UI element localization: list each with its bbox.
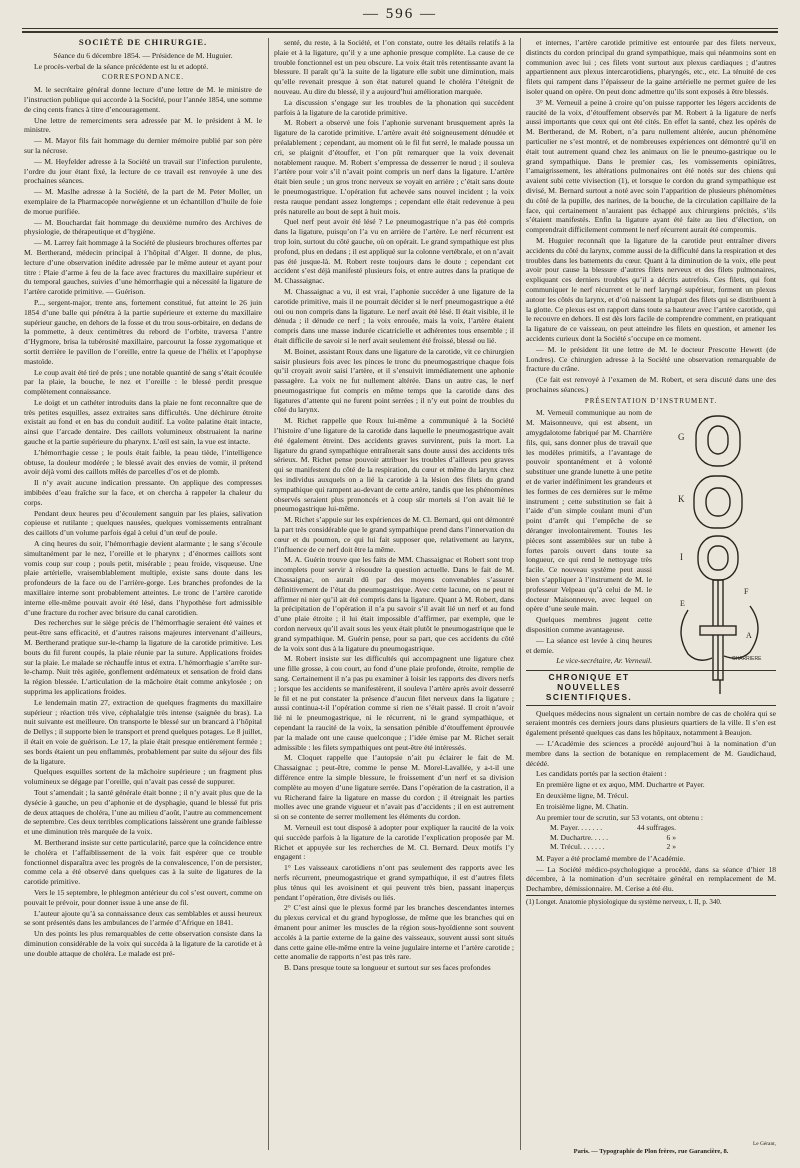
paragraph: — La Société médico-psychologique a procédé, dans sa séance d’hier 18 décembre, à la nomination d’un secrétaire général en remplacement de M. Dechambre, démissionnaire. M. Cerise a été élu. xyxy=(526,864,776,894)
column-1 xyxy=(24,38,262,1150)
imprint xyxy=(526,1140,776,1156)
label-e: E xyxy=(680,599,685,609)
signature: Le vice-secrétaire, Ar. Verneuil. xyxy=(556,656,652,666)
paragraph: L’hémorrhagie cesse ; le pouls était faible, la peau tiède, l’intelligence obtuse, la douleur modérée ; le blessé avait des envies de vomir, il prétend avoir déjà vomi des caillots mêlés de parcelles d’os et de plomb. xyxy=(24,447,262,477)
top-rule-thick xyxy=(22,31,778,33)
page-number: — 596 — xyxy=(363,6,437,22)
paragraph: Tout s’amendait ; la santé générale était bonne ; il n’y avait plus que de la dysécie à gauche, un peu d’aphonie et de dysphagie, quand le blessé fut pris de deux attaques de choléra, l’une au milieu d’août, l’autre au commencement de septembre. Ces deux terribles complications laissèrent une grande faiblesse et une diminution très marquée de la voix. xyxy=(24,787,262,837)
paragraph: Le doigt et un cathéter introduits dans la plaie ne font reconnaître que de très petites esquilles, assez extraites sans difficultés. Une déchirure étroite existait au fond et en bas du conduit auditif. La voûte palatine était intacte, ainsi que l’arcade dentaire. Des caillots volumineux obstruaient la narine gauche et la partie supérieure du pharynx. L’œil est sain, la vue est intacte. xyxy=(24,397,262,447)
paragraph: En deuxième ligne, M. Trécul. xyxy=(536,790,629,800)
imprint-gerant: Le Gérant, xyxy=(752,1141,776,1147)
paragraph: — M. Maslhe adresse à la Société, de la part de M. Peter Moller, un exemplaire de la Pharmacopée norwégienne et un échantillon d’huile de foie de morue purifiée. xyxy=(24,187,262,216)
ring-k-shape xyxy=(694,476,742,528)
vote-rows xyxy=(546,823,680,852)
paragraph: (Ce fait est renvoyé à l’examen de M. Robert, et sera discuté dans une des prochaines séances.) xyxy=(526,375,776,394)
paragraph: Des recherches sur le siège précis de l’hémorrhagie seraient été vaines et peut-être sans efficacité, et d’autres raisons majeures intervenant d’ailleurs, M. Bertherand pratique sur-le-champ la ligature de la carotide primitive. Les bouts du fil furent coupés, la plaie réunie par la suture. Applications froides sur la plaie. Le malade se réchauffe intus et extra. L’hémorrhagie s’arrête sur-le-champ. Nuit très agitée, gonflement œdémateux et sensation de froid dans la région blessée. L’articulation de la mâchoire était comme ankylosée ; on supprima les applications froides. xyxy=(24,618,262,696)
session-line: Séance du 6 décembre 1854. — Présidence de M. Huguier. xyxy=(53,50,233,60)
minutes-line: Le procès-verbal de la séance précédente est lu et adopté. xyxy=(34,61,209,71)
label-g: G xyxy=(678,432,685,443)
paragraph: P..., sergent-major, trente ans, fortement constitué, fut atteint le 26 juin 1854 d’une balle qui pénétra à la partie supérieure et externe du maxillaire supérieur gauche, en dehors de la fosse et du trou sous-orbitaire, en dedans de la pommette, à deux centimètres du rebord de l’orbite, traversa l’antre d’Hygmore, brisa la tubérosité maxillaire, parcourut la fosse zygomatique et sortit derrière le pavillon de l’oreille, entre la queue de l’hélix et l’apophyse mastoïde. xyxy=(24,297,262,366)
col1-paragraphs xyxy=(24,85,262,958)
paragraph: A cinq heures du soir, l’hémorrhagie devient alarmante ; le sang s’écoule simultanément par le nez, l’oreille et le pharynx ; d’énormes caillots sont vomis coup sur coup ; pouls petit, misérable ; peau froide, visqueuse. Une plaie artérielle, vraisemblablement multiple, existe sans doute dans les profondeurs de la face ou de l’arrière-gorge. Les branches profondes de la maxillaire interne sont probablement atteintes. Le tronc de l’artère carotide interne elle-même pouvait avoir été lésé, dans l’hypothèse fort admissible d’une fracture du rocher avec brisure du canal carotidien. xyxy=(24,539,262,617)
candidate-name: M. Trécul. . . . . . . xyxy=(550,842,605,852)
paragraph: — M. Heyfelder adresse à la Société un travail sur l’infection purulente, l’ordre du jour étant fixé, la lecture de ce travail est renvoyée à une des prochaines séances. xyxy=(24,156,262,186)
paragraph: M. Huguier reconnaît que la ligature de la carotide peut entraîner divers accidents du côté du larynx, comme aussi de la difficulté dans la respiration et des troubles dans les battements du cœur. Quant à la diminution de la voix, elle peut avoir pour cause la blessure d’autres filets nerveux et des filets pulmonaires, expliquant ces derniers troubles qu’il a décrits autrefois. Ces filets, qui font communiquer le nerf récurrent et le nerf laryngé supérieur, forment un plexus autour les côtés du larynx, et d’où naissent la plupart des filets qui se distribuent à la glotte. Ce plexus est en rapport dans toute sa hauteur avec l’artère carotide, qui le recouvre en dehors. Il est dès lors facile de comprendre comment, en pratiquant la ligature de ce vaisseau, on peut atteindre les filets en question, et amener les accidents curieux dont la Société s’occupe en ce moment. xyxy=(526,235,776,343)
paragraph: M. Richet s’appuie sur les expériences de M. Cl. Bernard, qui ont démontré la part très considérable que le grand sympathique prend dans l’innervation du cœur et du poumon, ce qui lui fait supposer que, relativement au larynx, l’influence de ce nerf doit être la même. xyxy=(274,515,514,554)
candidate-name: M. Payer. . . . . . . xyxy=(550,823,603,833)
paragraph: M. Robert insiste sur les difficultés qui accompagnent une ligature chez une fille grosse, à cou court, au fond d’une plaie profonde, étroite, remplie de sang. Certainement il n’a pas pu examiner à loisir les rapports des divers nerfs ; lorsque les accidents se manifestèrent, il souleva l’artère après avoir desserré le fil et ne put constater la présence d’aucun filet nerveux dans la ligature ; aussi continua-t-il l’opération comme si rien ne s’était passé. Il croit n’avoir lié ni le pneumogastrique, ni le récurrent, ni le grand sympathique, et cependant la raucité de la voix, la sensation pénible d’étouffement éprouvée par la malade ont une cause quelconque ; l’idée émise par M. Richet serait admissible : les filets sympathiques ont peut-être été intéressés. xyxy=(274,654,514,752)
imprint-text: Paris. — Typographie de Plon frères, rue Garancière, 8. xyxy=(573,1148,729,1155)
candidate-name: M. Duchartre. . . . . xyxy=(550,832,608,842)
maker-label: CHARRIERE xyxy=(732,656,762,663)
chronique-paragraphs xyxy=(526,709,776,823)
paragraph: M. Payer a été proclamé membre de l’Académie. xyxy=(536,853,686,863)
paragraph: — M. Mayor fils fait hommage du dernier mémoire publié par son père sur la nécrose. xyxy=(24,136,262,155)
paragraph: senté, du reste, à la Société, et l’on constate, outre les détails relatifs à la plaie et à la ligature, qu’il y a une aphonie presque complète. La cause de ce trouble fonctionnel est un peu obscure. La voix était très retentissante avant la blessure. Il paraît qu’à la suite de la ligature elle subit une diminution, mais qu’elle revenait presque à son état naturel quand le choléra l’éteignit de nouveau. Au dire du blessé, il y a aujourd’hui amélioration marquée. xyxy=(274,38,514,96)
paragraph: La discussion s’engage sur les troubles de la phonation qui succèdent parfois à la ligature de la carotide primitive. xyxy=(274,97,514,117)
vote-count: 2 » xyxy=(666,842,676,852)
vote-row xyxy=(546,842,680,852)
ring-i-shape xyxy=(698,536,738,580)
paragraph: B. Dans presque toute sa longueur et surtout sur ses faces profondes xyxy=(284,963,491,973)
correspondence-heading: CORRESPONDANCE. xyxy=(101,73,185,82)
paragraph: M. Verneuil communique au nom de M. Maisonneuve, qui est absent, un amygdalotome fabriqué par M. Charrière fils, qui, sans donner plus de travail que les modèles primitifs, a l’avantage de pouvoir spontanément et à volonté substituer une grande lunette à une petite et de varier indéfiniment les grandeurs et les formes de ces dernières sur le même instrument ; cette substitution se fait à l’aide d’un simple coulant muni d’un point d’arrêt qui l’empêche de se déranger involontairement. Toutes les pièces sont assemblées sur un tube à fortes parois ouvert dans toute sa longueur, ce qui rend le nettoyage très facile. Ce nouveau système peut aussi bien s’appliquer à l’instrument de M. le professeur Velpeau qu’à celui de M. le docteur Maisonneuve, avec lequel on opère d’une seule main. xyxy=(526,408,652,614)
paragraph: — L’Académie des sciences a procédé aujourd’hui à la nomination d’un membre dans la section de botanique en remplacement de M. Gaudichaud, décédé. xyxy=(526,738,776,768)
paragraph: M. Boinet, assistant Roux dans une ligature de la carotide, vit ce chirurgien saisir plusieurs fois avec les pinces le tronc du pneumogastrique chaque fois qu’il croyait avoir saisi l’artère, et il s’ensuivit immédiatement une aphonie passagère. La voix ne fut nullement altérée. Dans un autre cas, le nerf pneumogastrique fut compris en même temps que la carotide dans des ligatures d’attente qui ne furent point serrées ; il n’y eut point de troubles du côté du larynx. xyxy=(274,346,514,415)
footnote: (1) Longet. Anatomie physiologique du système nerveux, t. II, p. 340. xyxy=(526,895,776,908)
top-rule xyxy=(22,28,778,29)
chronique-paragraphs-b xyxy=(526,854,776,894)
paragraph: Quelques médecins nous signalent un certain nombre de cas de choléra qui se seraient montrés ces derniers jours dans plusieurs quartiers de la ville. Il s’en est également présenté quelques cas dans les hôpitaux, notamment à Beaujon. xyxy=(526,708,776,738)
paragraph: Pendant deux heures peu d’écoulement sanguin par les plaies, salivation copieuse et rutilante ; quelques nausées, quelques vomissements entraînant des caillots d’un volume parfois égal à celui d’un œuf de poule. xyxy=(24,508,262,538)
paragraph: Une lettre de remerciments sera adressée par M. le président à M. le ministre. xyxy=(24,115,262,135)
paragraph: L’auteur ajoute qu’à sa connaissance deux cas semblables et aussi heureux se sont présentés dans les ambulances de l’armée d’Afrique en 1841. xyxy=(24,908,262,928)
paragraph: — La séance est levée à cinq heures et demie. xyxy=(526,635,652,655)
paragraph: Quelques membres jugent cette disposition comme avantageuse. xyxy=(526,615,652,635)
paragraph: En première ligne et ex æquo, MM. Duchartre et Payer. xyxy=(536,780,705,790)
paragraph: et internes, l’artère carotide primitive est entourée par des filets nerveux, distincts du cordon principal du grand sympathique, mais qui néanmoins sont en communion avec lui ; ces filets vont surtout aux plexus cardiaques ; d’autres appartiennent aux plexus intercarotidiens, pharyngés, etc., etc. La ténuité de ces filets qui rampent dans l’épaisseur de la gaine artérielle ne permet guère de les isoler quand on opère. On peut donc admettre qu’ils sont exposés à être blessés. xyxy=(526,38,776,96)
paragraph: Les candidats portés par la section étaient : xyxy=(536,769,667,779)
paragraph: — M. Bouchardat fait hommage du deuxième numéro des Archives de physiologie, de thérapeutique et d’hygiène. xyxy=(24,217,262,237)
col3-paragraphs-a xyxy=(526,38,776,395)
vote-count: 6 » xyxy=(666,832,676,842)
column-2 xyxy=(274,38,514,1150)
paragraph: M. Richet rappelle que Roux lui-même a communiqué à la Société l’histoire d’une ligature de la carotide dans laquelle le pneumogastrique avait été également étreint. Des accidents graves survinrent, puis la mort. La ligature du grand sympathique entraînerait sans doute aussi des accidents très sérieux. M. Richet pense pouvoir attribuer les troubles d’ailleurs peu graves qui se manifestent du côté de la respiration, du cœur et même du larynx chez les individus auxquels on a lié la carotide à la lésion des filets du grand sympathique qui rampent au-devant de cette artère, tandis que les phénomènes observés seraient plus prononcés et à coup sûr mortels si l’on avait lié le pneumogastrique lui-même. xyxy=(274,416,514,514)
paragraph: Le lendemain matin 27, extraction de quelques fragments du maxillaire supérieur ; réaction très vive, céphalalgie très intense (saignée du bras). La nuit suivante est meilleure. On transporte le blessé sur un brancard à l’hôpital de Dellys ; il supporte bien le transport et prend quelques potages. Le 8 juillet, il était en voie de guérison. Le 17, la plaie était presque entièrement fermée ; ses bords étaient un peu enflammés, probablement par suite du séjour des fils de la ligature. xyxy=(24,697,262,766)
paragraph: — M. le président lit une lettre de M. le docteur Prescotte Hewett (de Londres). Ce chirurgien adresse à la Société une observation remarquable de fracture du crâne. xyxy=(526,344,776,374)
vote-row xyxy=(546,823,680,833)
paragraph: 2° C’est ainsi que le plexus formé par les branches descendantes internes du plexus cervical et du grand hypoglosse, de même que les branches qui en émanent pour animer les muscles de la région sous-hyoïdienne sont souvent accolés à la partie externe de la gaine des vaisseaux, souvent aussi sont situés dans cette gaine elle-même entre la veine jugulaire interne et l’artère carotide ; cette anomalie de rapports n’est pas très rare. xyxy=(274,903,514,962)
paragraph: M. Robert a observé une fois l’aphonie survenant brusquement après la ligature de la carotide primitive. L’artère avait été soigneusement dénudée et préalablement ; cependant, au moment où le fil fut serré, le malade poussa un cri, se plaignit d’étouffer, et l’on pût remarquer que la voix devenait notablement rauque. M. Robert s’empressa de desserrer le nœud ; il souleva l’artère pour voir s’il n’avait point compris un nerf dans la ligature. L’artère était bien seule ; un gros tronc nerveux se voyait en arrière ; c’était sans doute le pneumogastrique. L’opération fut achevée sans nouvel incident ; la voix resta rauque pendant assez longtemps ; cependant elle était redevenue à peu près naturelle au bout de sept à huit mois. xyxy=(274,118,514,216)
paragraph: 3° M. Verneuil a peine à croire qu’on puisse rapporter les légers accidents de raucité de la voix, d’étouffement observés par M. Robert à la ligature de nerfs aussi importants que ceux qui ont été cités. En effet la santé, chez les opérés de M. Bertherand, de M. Robert, n’a paru nullement altérée, aucun phénomène particulier ne s’est montré, et de nombreuses expériences ont démontré qu’il en était tout autrement quand chez les animaux on lie le pneumo-gastrique ou le grand sympathique. Dans le premier cas, les vomissements opiniâtres, l’amaigrissement, les altérations pulmonaires ont été notés sur des chiens qui avaient subi cette vivisection (1), et lorsque le cordon du grand sympathique est divisé, M. Bernard surtout a noté avec soin l’apparition de plusieurs phénomènes du côté de la pupille, des narines, de la bouche, de la circulation capillaire de la face, qui certainement n’auraient pas échappé aux chirurgiens précités, s’ils s’étaient manifestés. Enfin la ligature ayant été faite au lieu d’élection, on comprendrait difficilement comment le nerf récurrent aurait été compromis. xyxy=(526,97,776,235)
amygdalotome-figure xyxy=(658,410,776,696)
label-a: A xyxy=(746,631,752,641)
paragraph: Le coup avait été tiré de près ; une notable quantité de sang s’était écoulée par la plaie, la bouche, le nez et l’oreille : le blessé perdit presque complètement connaissance. xyxy=(24,367,262,397)
vote-table xyxy=(546,823,680,852)
vote-row xyxy=(546,833,680,843)
col2-paragraphs xyxy=(274,38,514,973)
paragraph: M. Cloquet rappelle que l’autopsie n’ait pu éclairer le fait de M. Chassaignac ; peut-être, comme le pense M. Morel-Lavallée, y a-t-il une différence entre la simple blessure, le froissement d’un nerf et sa division complète au moyen d’une ligature serrée. Dans l’opération de la castration, il a vu Richerand faire la ligature en masse du cordon ; il étreignait les parties molles avec une grande vigueur et n’avait pas d’accidents ; il en est autrement si on se contente de serrer mollement les éléments du cordon. xyxy=(274,753,514,822)
chronique-heading: CHRONIQUE ET NOUVELLES SCIENTIFIQUES. xyxy=(526,670,776,705)
section-title: SOCIÉTÉ DE CHIRURGIE. xyxy=(78,38,208,47)
label-f: F xyxy=(744,587,749,597)
paragraph: M. A. Guérin trouve que les faits de MM. Chassaignac et Robert sont trop incomplets pour servir à résoudre la question actuelle. Dans le fait de M. Chassaignac, on aurait dû par des moyens convenables s’assurer définitivement de l’état du pneumogastrique. Avec cette lacune, on ne peut ni affirmer ni nier qu’il ait été compris dans la ligature. Quant à M. Robert, dans la précipitation de l’opération il n’a pu savoir s’il avait lié un nerf et au fond d’une plaie étroite ; il lui était impossible d’affirmer, par exemple, que le cordon nerveux qu’il avait sous les yeux était plutôt le pneumogastrique que le grand sympathique. M. Guérin pense, pour sa part, que ces accidents du côté de la voix sont dus à la ligature du pneumogastrique. xyxy=(274,555,514,653)
paragraph: 1° Les vaisseaux carotidiens n’ont pas seulement des rapports avec les nerfs récurrent, pneumogastrique et grand sympathique, il est d’autres filets plus ténus qui les avoisinent et qui peuvent très bien, passant inaperçus pendant l’opération, être divisés ou liés. xyxy=(274,863,514,902)
paragraph: M. Chassaignac a vu, il est vrai, l’aphonie succéder à une ligature de la carotide primitive, mais il ne pourrait décider si le nerf pneumogastrique a été oui ou non compris dans la ligature. Le nerf avait été lésé. Il était visible, il le dénuda ; il dénude ce nerf ; la voix enrouée, mais la voix, l’artère étaient compris dans une masse indurée cicatricielle et adhérentes tous ensemble ; il était difficile de savoir si le nerf avait seulement été froissé, blessé ou lié. xyxy=(274,286,514,345)
column-separator xyxy=(268,38,269,1150)
paragraph: En troisième ligne, M. Chatin. xyxy=(536,801,629,811)
label-k: K xyxy=(678,494,685,505)
column-separator xyxy=(520,38,521,1150)
paragraph: Quelques esquilles sortent de la mâchoire supérieure ; un fragment plus volumineux se dégage par l’oreille, qui n’avait pas cessé de suppurer. xyxy=(24,767,262,787)
column-3 xyxy=(526,38,776,1150)
paragraph: M. le secrétaire général donne lecture d’une lettre de M. le ministre de l’instruction publique qui accorde à la Société, pour l’année 1854, une somme de cinq cents francs à titre d’encouragement. xyxy=(24,85,262,114)
paragraph: M. Verneuil est tout disposé à adopter pour expliquer la raucité de la voix qui succède parfois à la ligature de la carotide l’explication proposée par M. Richet et appuyée sur les recherches de M. Cl. Bernard. Deux motifs l’y engagent : xyxy=(274,822,514,862)
paragraph: Il n’y avait aucune indication pressante. On applique des compresses imbibées d’eau fraîche sur la face, et on chercha à rappeler la chaleur du corps. xyxy=(24,478,262,507)
paragraph: Vers le 15 septembre, le phlegmon antérieur du col s’est ouvert, comme on pouvait le prévoir, pour donner issue à une anse de fil. xyxy=(24,887,262,907)
label-i: I xyxy=(680,552,683,563)
paragraph: Un des points les plus remarquables de cette observation consiste dans la diminution considérable de la voix qui succéda à la ligature de la carotide et à une double attaque de choléra. Le malade est pré- xyxy=(24,929,262,958)
paragraph: M. Bertherand insiste sur cette particularité, parce que la coïncidence entre le choléra et l’affaiblissement de la voix fait espérer que ce trouble fonctionnel disparaîtra avec les progrès de la convalescence, l’on de persister, comme cela a été observé dans quelques cas à la suite de ligatures de la carotide primitive. xyxy=(24,837,262,887)
paragraph: Quel nerf peut avoir été lésé ? Le pneumogastrique n’a pas été compris dans la ligature, puisqu’on l’a vu en arrière de l’artère. Le nerf récurrent est trop loin, surtout du côté gauche, où on opérait. Le grand sympathique est plus profond, plus en dedans ; il est appliqué sur la colonne vertébrale, et on n’avait pas été jusque-là. M. Robert reste toujours dans le doute ; cependant cet accident s’est déjà manifesté plusieurs fois, et entre autres dans la pratique de M. Chassaignac. xyxy=(274,217,514,286)
paragraph: — M. Larrey fait hommage à la Société de plusieurs brochures offertes par M. Bertherand, médecin principal à l’hôpital d’Alger. Il donne, de plus, lecture d’une observation inédite adressée par le même auteur et ayant pour titre : Plaie d’arme à feu de la face avec fractures du maxillaire supérieur et du temporal gauches, suivies d’une hémorrhagie qui a nécessité la ligature de l’artère carotide primitive. — Guérison. xyxy=(24,238,262,297)
ring-g-shape xyxy=(696,416,740,466)
amygdalotome-illustration xyxy=(658,410,776,696)
paragraph: Au premier tour de scrutin, sur 53 votants, ont obtenu : xyxy=(536,812,704,822)
instrument-heading: PRÉSENTATION D’INSTRUMENT. xyxy=(584,396,718,405)
vote-count: 44 suffrages. xyxy=(636,823,676,833)
